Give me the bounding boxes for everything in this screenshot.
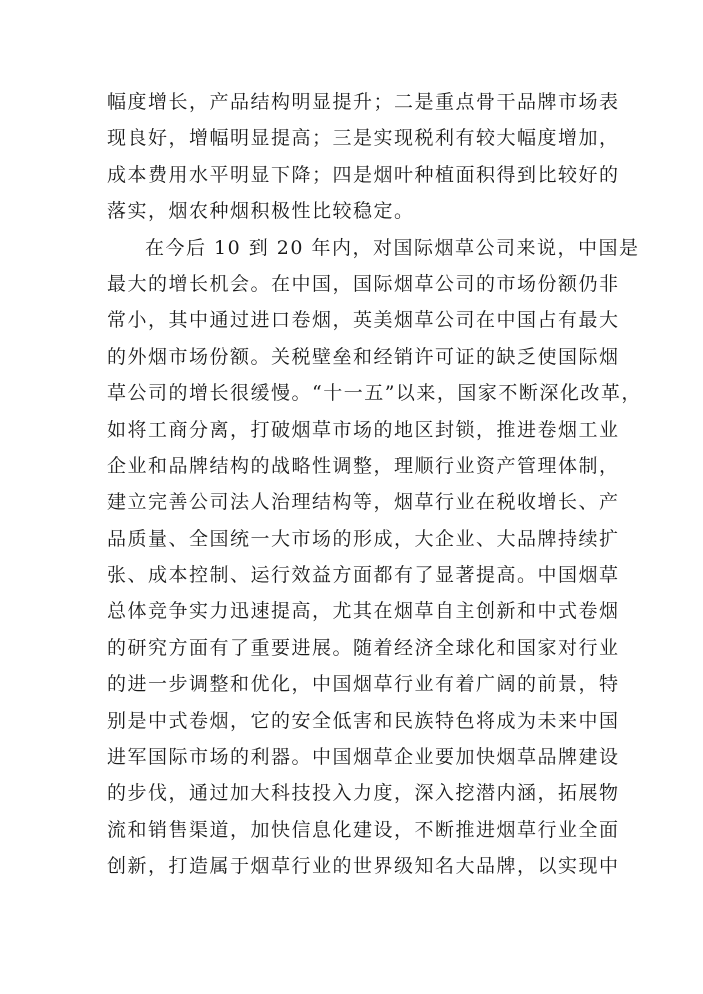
text-line: 品质量、全国统一大市场的形成，大企业、大品牌持续扩 — [107, 527, 620, 550]
text-line: 创新，打造属于烟草行业的世界级知名大品牌，以实现中 — [107, 855, 620, 878]
text-line: 建立完善公司法人治理结构等，烟草行业在税收增长、产 — [107, 491, 620, 514]
text-line: 常小，其中通过进口卷烟，英美烟草公司在中国占有最大 — [107, 309, 620, 332]
text-line: 幅度增长，产品结构明显提升；二是重点骨干品牌市场表 — [107, 91, 620, 113]
text-line: 别是中式卷烟，它的安全低害和民族特色将成为未来中国 — [107, 709, 620, 732]
text-line: 落实，烟农种烟积极性比较稳定。 — [107, 200, 415, 223]
text-line: 草公司的增长很缓慢。“十一五”以来，国家不断深化改革， — [107, 382, 642, 405]
paragraph-first-line: 在今后 10 到 20 年内，对国际烟草公司来说，中国是 — [145, 236, 640, 259]
text-line: 流和销售渠道，加快信息化建设，不断推进烟草行业全面 — [107, 818, 620, 841]
text-line: 的外烟市场份额。关税壁垒和经销许可证的缺乏使国际烟 — [107, 345, 620, 368]
text-line: 进军国际市场的利器。中国烟草企业要加快烟草品牌建设 — [107, 746, 620, 769]
text-line: 如将工商分离，打破烟草市场的地区封锁，推进卷烟工业 — [107, 418, 620, 441]
text-line: 张、成本控制、运行效益方面都有了显著提高。中国烟草 — [107, 564, 620, 587]
text-line: 成本费用水平明显下降；四是烟叶种植面积得到比较好的 — [107, 163, 620, 186]
text-line: 最大的增长机会。在中国，国际烟草公司的市场份额仍非 — [107, 272, 620, 295]
text-line: 现良好，增幅明显提高；三是实现税利有较大幅度增加， — [107, 127, 620, 150]
text-line: 企业和品牌结构的战略性调整，理顺行业资产管理体制， — [107, 454, 620, 477]
body-text — [107, 84, 642, 885]
text-line: 总体竞争实力迅速提高，尤其在烟草自主创新和中式卷烟 — [107, 600, 620, 623]
text-line: 的进一步调整和优化，中国烟草行业有着广阔的前景，特 — [107, 673, 620, 696]
text-line: 的步伐，通过加大科技投入力度，深入挖潜内涵，拓展物 — [107, 782, 620, 805]
text-line: 的研究方面有了重要进展。随着经济全球化和国家对行业 — [107, 636, 620, 659]
